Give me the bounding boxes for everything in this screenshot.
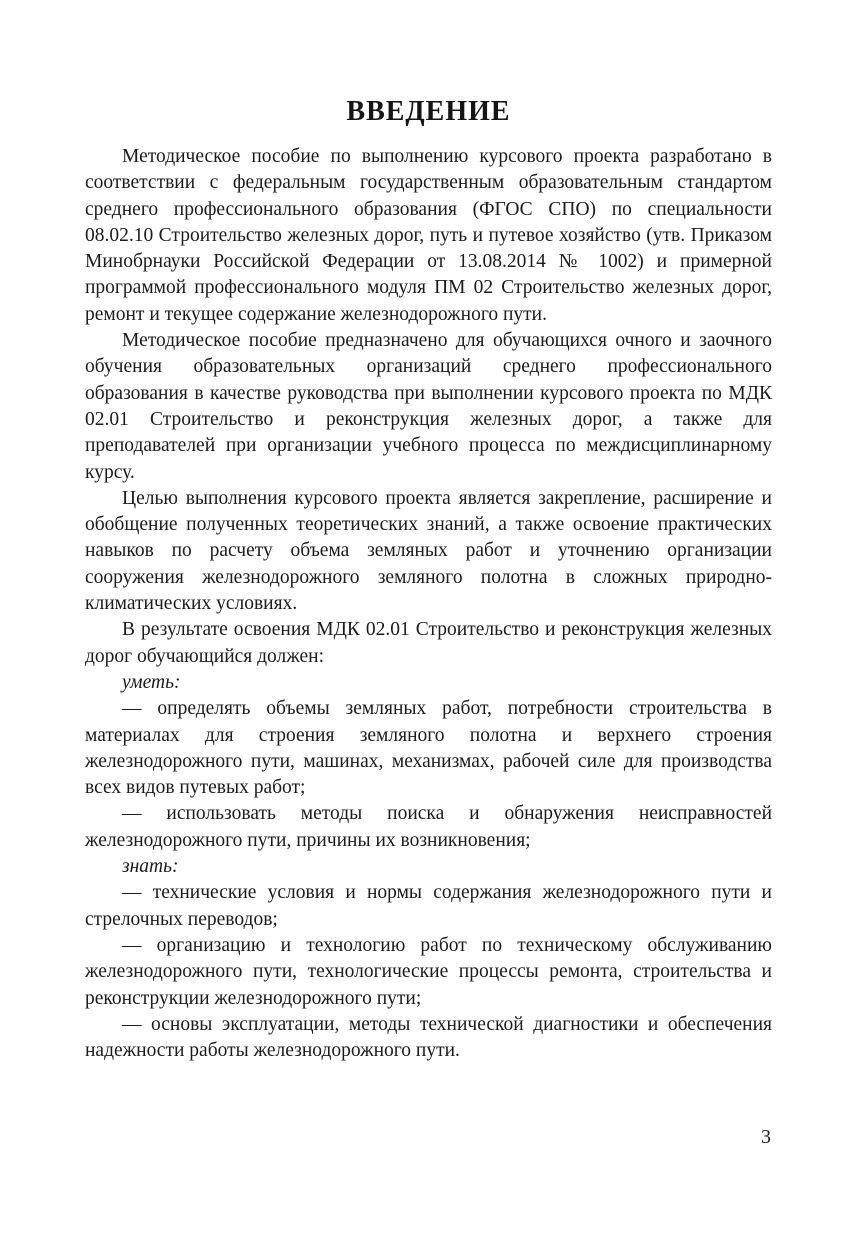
page-number: 3 (761, 1126, 771, 1148)
paragraph: Целью выполнения курсового проекта является закрепление, расширение и обобщение полученных теоретических знаний, а также освоение практических навыков по расчету объема земляных работ и уточнению организации сооружения железнодорожного земляного полотна в сложных природно-климатических условиях. (85, 487, 772, 615)
paragraph: Методическое пособие предназначено для обучающихся очного и заочного обучения образовательных организаций среднего профессионального образования в качестве руководства при выполнении курсового проекта по МДК 02.01 Строительство и реконструкция железных дорог, а также для преподавателей при организации учебного процесса по междисциплинарному курсу. (85, 330, 772, 483)
paragraph: — использовать методы поиска и обнаружения неисправностей железнодорожного пути, причины их возникновения; (85, 803, 772, 851)
paragraph: — технические условия и нормы содержания железнодорожного пути и стрелочных переводов; (85, 882, 772, 930)
paragraph: — определять объемы земляных работ, потребности строительства в материалах для строения земляного полотна и верхнего строения железнодорожного пути, машинах, механизмах, рабочей силе для производства всех видов путевых работ; (85, 698, 772, 799)
paragraph: — основы эксплуатации, методы технической диагностики и обеспечения надежности работы железнодорожного пути. (85, 1013, 772, 1062)
document-body (85, 144, 772, 1064)
paragraph: — организацию и технологию работ по техническому обслуживанию железнодорожного пути, технологические процессы ремонта, строительства и реконструкции железнодорожного пути; (85, 934, 772, 1009)
paragraph: В результате освоения МДК 02.01 Строительство и реконструкция железных дорог обучающийся должен: (85, 619, 772, 667)
term-label: знать: (122, 856, 179, 878)
page-title: ВВЕДЕНИЕ (346, 96, 511, 127)
term-label: уметь: (122, 671, 181, 693)
paragraph: Методическое пособие по выполнению курсового проекта разработано в соответствии с федеральным государственным образовательным стандартом среднего профессионального образования (ФГОС СПО) по специальности 08.02.10 Строительство железных дорог, путь и путевое хозяйство (утв. Приказом Минобрнауки Российской Федерации от 13.08.2014 № 1002) и примерной программой профессионального модуля ПМ 02 Строительство железных дорог, ремонт и текущее содержание железнодорожного пути. (85, 146, 772, 325)
